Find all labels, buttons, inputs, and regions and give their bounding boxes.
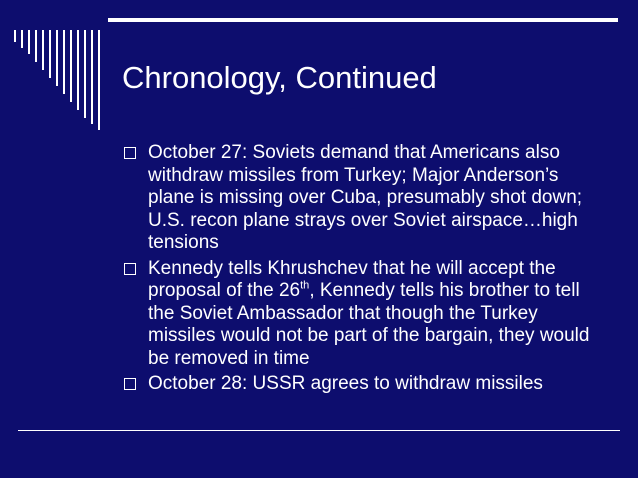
stripe [91,30,93,124]
stripe [28,30,30,54]
stripe [84,30,86,118]
stripe [49,30,51,78]
slide-title: Chronology, Continued [122,60,437,95]
stripe [56,30,58,86]
hollow-square-icon [124,263,136,275]
bullet-text-part: Kennedy tells Khrushchev that he will accept the proposal of the 26 [148,257,556,301]
stripe [35,30,37,62]
hollow-square-icon [124,147,136,159]
bullet-item [124,373,604,396]
ordinal-superscript: th [300,279,310,292]
bullet-item [124,258,604,371]
bullet-item [124,142,604,255]
bullet-text [148,258,589,369]
bullet-text: October 27: Soviets demand that Americans also withdraw missiles from Turkey; Major Anderson’s plane is missing over Cuba, presumably shot down; U.S. recon plane strays over Soviet airspace…high tensions [148,142,583,253]
stripe [70,30,72,102]
stripe [63,30,65,94]
stripe [14,30,16,42]
bullet-text: October 28: USSR agrees to withdraw missiles [148,373,543,394]
stripe [77,30,79,110]
top-rule [108,18,618,22]
hollow-square-icon [124,378,136,390]
stripe [42,30,44,70]
stripe [98,30,100,130]
bottom-rule [18,430,620,431]
bullet-text-part: , Kennedy tells his brother to tell the Soviet Ambassador that though the Turkey missiles would not be part of the bargain, they would be removed in time [148,280,590,369]
stripe [21,30,23,48]
decorative-stripes [14,30,104,130]
bullet-list [124,142,604,399]
